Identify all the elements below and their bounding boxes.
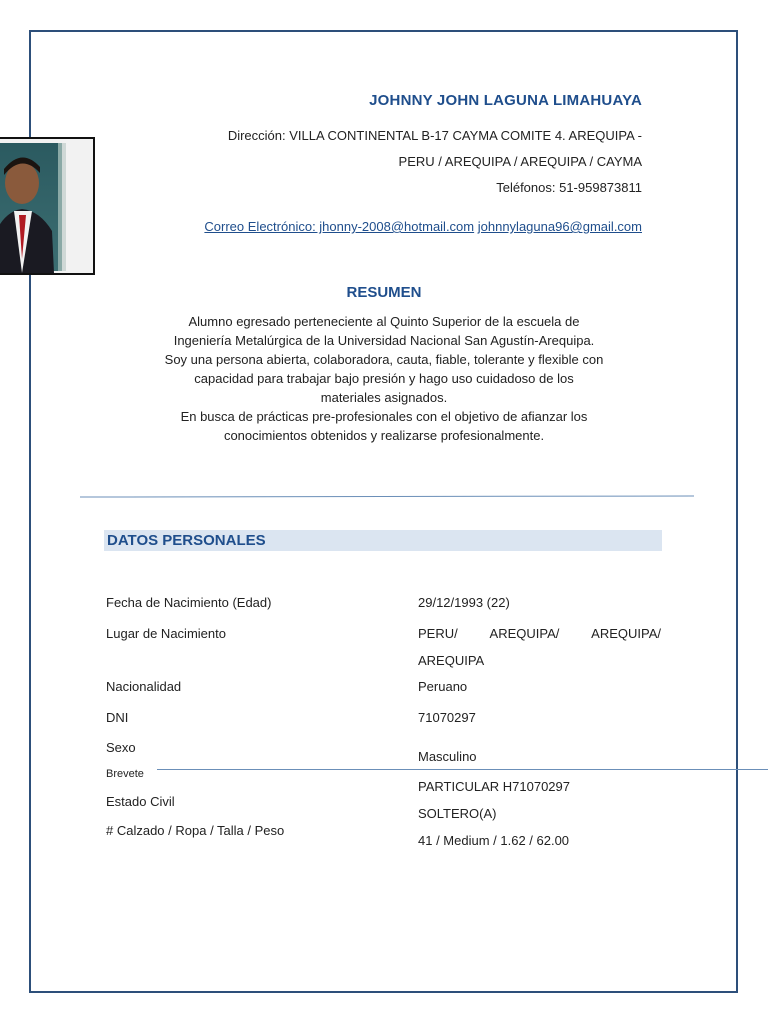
person-portrait [0,139,93,273]
value-lugar-line1: PERU/ AREQUIPA/ AREQUIPA/ [418,626,661,641]
address-line-2: PERU / AREQUIPA / AREQUIPA / CAYMA [398,154,642,169]
resumen-line: Ingeniería Metalúrgica de la Universidad Nacional San Agustín-Arequipa. [173,333,595,348]
value-calzado: 41 / Medium / 1.62 / 62.00 [418,833,570,848]
value-brevete: PARTICULAR H71070297 [418,779,570,794]
phones: Teléfonos: 51-959873811 [496,180,642,195]
datos-section-header [104,530,662,551]
resumen-line: capacidad para trabajar bajo presión y hago uso cuidadoso de los [194,371,574,386]
value-fecha: 29/12/1993 (22) [418,595,510,610]
label-nacionalidad: Nacionalidad [106,679,182,694]
email-link-gmail[interactable]: johnnylaguna96@gmail.com [477,219,642,234]
value-lugar-line2: AREQUIPA [418,653,485,668]
brevete-line [157,769,768,770]
value-dni: 71070297 [418,710,476,725]
datos-title: DATOS PERSONALES [107,532,266,549]
resumen-line: materiales asignados. [320,390,448,405]
label-fecha: Fecha de Nacimiento (Edad) [106,595,272,610]
label-sexo: Sexo [106,740,136,755]
resumen-line: En busca de prácticas pre-profesionales con el objetivo de afianzar los [180,409,588,424]
email-line [204,219,642,234]
resumen-line: Soy una persona abierta, colaboradora, cauta, fiable, tolerante y flexible con [164,352,604,367]
label-brevete: Brevete [106,768,144,780]
address-line-1: Dirección: VILLA CONTINENTAL B-17 CAYMA COMITE 4. AREQUIPA - [227,128,642,143]
value-sexo: Masculino [418,749,477,764]
resumen-title: RESUMEN [346,284,422,301]
label-estado: Estado Civil [106,794,175,809]
resumen-text [120,312,648,445]
resumen-line: conocimientos obtenidos y realizarse profesionalmente. [223,428,545,443]
candidate-name: JOHNNY JOHN LAGUNA LIMAHUAYA [369,92,642,109]
value-nacionalidad: Peruano [418,679,468,694]
label-calzado: # Calzado / Ropa / Talla / Peso [106,823,285,838]
label-lugar: Lugar de Nacimiento [106,626,226,641]
contact-header [228,92,642,201]
resumen-line: Alumno egresado perteneciente al Quinto Superior de la escuela de [188,314,580,329]
email-link-hotmail[interactable]: Correo Electrónico: jhonny-2008@hotmail.com [204,219,475,234]
label-dni: DNI [106,710,129,725]
value-estado: SOLTERO(A) [418,806,497,821]
profile-photo [0,137,95,275]
